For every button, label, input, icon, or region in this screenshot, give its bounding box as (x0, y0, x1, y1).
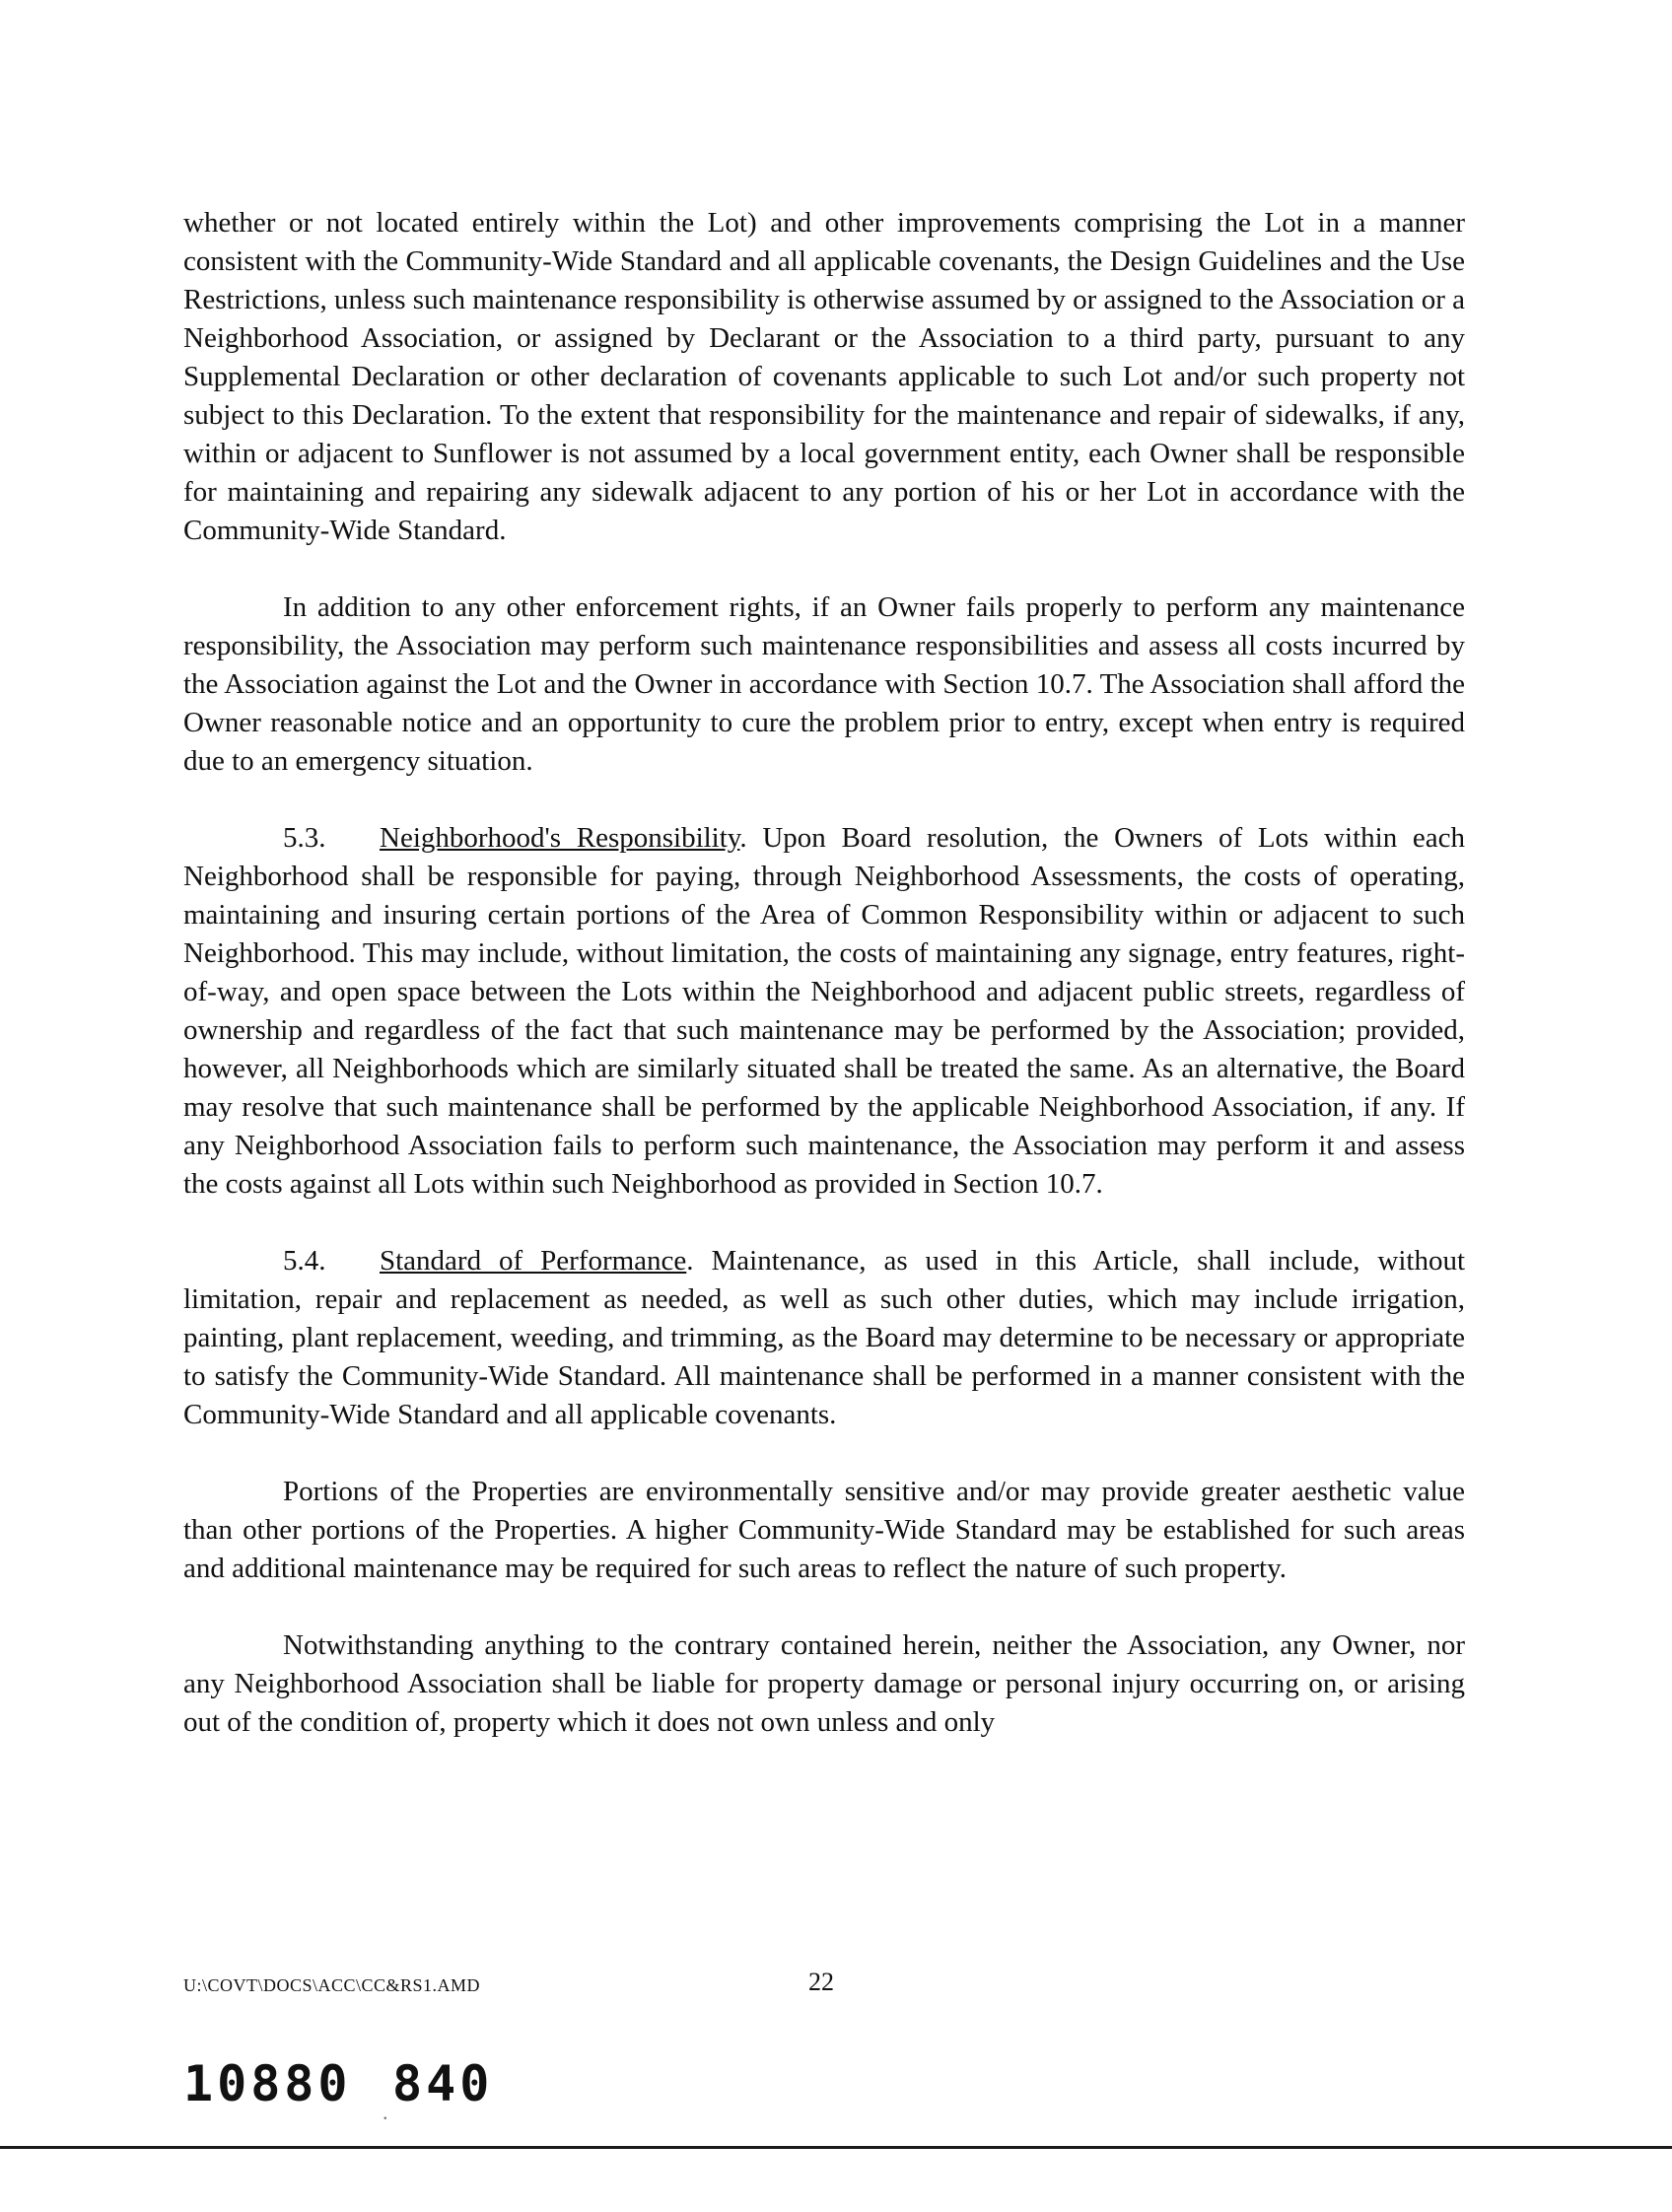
recording-page-number: 840 (392, 2055, 494, 2112)
section-5-4-title: Standard of Performance (380, 1245, 687, 1277)
section-5-4-body: . Maintenance, as used in this Article, shall include, without limitation, repair and replacement as needed, as well as such other duties, which may include irrigation, painting, plant replacement, weeding, and trimming, as the Board may determine to be necessary or appropriate to satisfy the Community-Wide Standard. All maintenance shall be performed in a manner consistent with the Community-Wide Standard and all applicable covenants. (183, 1245, 1466, 1430)
footer-page-number: 22 (808, 1968, 834, 1996)
footer-file-path: U:\COVT\DOCS\ACC\CC&RS1.AMD (183, 1975, 481, 1995)
paragraph-sensitive-areas: Portions of the Properties are environmentally sensitive and/or may provide greater aesthetic value than other portions of the Properties. A higher Community-Wide Standard may be established for such areas and additional maintenance may be required for such areas to reflect the nature of such property. (183, 1476, 1465, 1584)
body-text (183, 204, 1465, 1780)
bottom-rule (0, 2146, 1672, 2149)
paragraph-liability: Notwithstanding anything to the contrary contained herein, neither the Association, any Owner, nor any Neighborhood Association shall be liable for property damage or personal injury occurring on, or arising out of the condition of, property which it does not own unless and only (183, 1629, 1465, 1738)
paragraph-continuation: whether or not located entirely within the Lot) and other improvements comprising the Lot in a manner consistent with the Community-Wide Standard and all applicable covenants, the Design Guidelines and the Use Restrictions, unless such maintenance responsibility is otherwise assumed by or assigned to the Association or a Neighborhood Association, or assigned by Declarant or the Association to a third party, pursuant to any Supplemental Declaration or other declaration of covenants applicable to such Lot and/or such property not subject to this Declaration. To the extent that responsibility for the maintenance and repair of sidewalks, if any, within or adjacent to Sunflower is not assumed by a local government entity, each Owner shall be responsible for maintaining and repairing any sidewalk adjacent to any portion of his or her Lot in accordance with the Community-Wide Standard. (183, 207, 1465, 546)
section-5-4-number: 5.4. (283, 1245, 326, 1277)
section-5-3-body: . Upon Board resolution, the Owners of Lots within each Neighborhood shall be responsible for paying, through Neighborhood Assessments, the costs of operating, maintaining and insuring certain portions of the Area of Common Responsibility within or adjacent to such Neighborhood. This may include, without limitation, the costs of maintaining any signage, entry features, right-of-way, and open space between the Lots within the Neighborhood and adjacent public streets, regardless of ownership and regardless of the fact that such maintenance may be performed by the Association; provided, however, all Neighborhoods which are similarly situated shall be treated the same. As an alternative, the Board may resolve that such maintenance shall be performed by the applicable Neighborhood Association, if any. If any Neighborhood Association fails to perform such maintenance, the Association may perform it and assess the costs against all Lots within such Neighborhood as provided in Section 10.7. (183, 822, 1465, 1200)
scan-speck: . (383, 2100, 388, 2124)
section-5-3-title: Neighborhood's Responsibility (380, 822, 740, 854)
paragraph-enforcement: In addition to any other enforcement rights, if an Owner fails properly to perform any maintenance responsibility, the Association may perform such maintenance responsibilities and assess all costs incurred by the Association against the Lot and the Owner in accordance with Section 10.7. The Association shall afford the Owner reasonable notice and an opportunity to cure the problem prior to entry, except when entry is required due to an emergency situation. (183, 591, 1465, 777)
recording-book-number: 10880 (183, 2055, 352, 2112)
section-5-3-number: 5.3. (283, 822, 326, 854)
section-5-4 (183, 1242, 1465, 1434)
section-5-3 (183, 819, 1465, 1204)
